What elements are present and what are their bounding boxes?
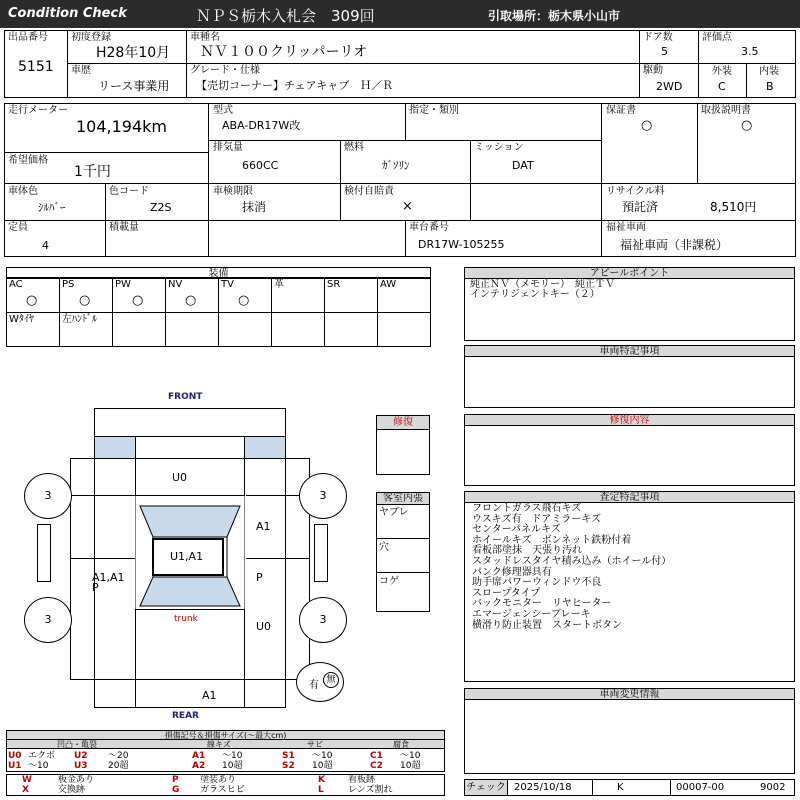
legend-desc: ～10	[312, 751, 333, 761]
mileage: 104,194km	[76, 117, 168, 136]
exterior: C	[718, 80, 726, 93]
equipment-cell	[165, 278, 219, 313]
equipment-label: AC	[9, 279, 23, 290]
equipment-cell	[324, 278, 378, 313]
windshield	[140, 506, 240, 537]
equipment-cell	[59, 278, 113, 313]
legend-title: 損傷記号＆損傷サイズ(～最大cm)	[7, 731, 444, 740]
equipment-label: Wﾀｲﾔ	[9, 314, 34, 325]
legend-cats	[7, 740, 444, 749]
legend-desc: ～10	[400, 751, 421, 761]
body-color: ｼﾙﾊﾞｰ	[38, 201, 66, 214]
front-bumper-center	[135, 436, 245, 459]
legend-code: U3	[74, 761, 88, 771]
divider	[71, 495, 135, 496]
grade: 【売切コーナー】チェアキャブ Ｈ／Ｒ	[196, 79, 394, 92]
hope-price: 1千円	[74, 164, 111, 180]
tire-front-left: 3	[24, 473, 72, 519]
interior-item-burn: コゲ	[379, 576, 399, 587]
pickup-location: 引取場所：栃木県小山市	[488, 9, 621, 23]
rear-label: REAR	[172, 711, 199, 721]
divider	[670, 780, 671, 795]
equipment-cell	[271, 278, 325, 313]
inspect-line: エマージェンシーブレーキ	[472, 609, 591, 620]
equipment-cell	[218, 278, 272, 313]
inspect-line: パンク修理器具有	[472, 566, 552, 578]
welfare-label: 福祉車両	[606, 222, 646, 233]
appeal-title: アピールポイント	[465, 268, 794, 279]
listing-no: 5151	[18, 59, 54, 75]
equipment-cell	[271, 312, 325, 347]
spare-tire-mark: 無	[323, 672, 339, 688]
hope-price-label: 希望価格	[8, 155, 48, 166]
blank-cell	[470, 183, 602, 221]
tire-front-right: 3	[299, 473, 347, 519]
hood	[135, 458, 245, 496]
legend-desc: 10超	[312, 761, 333, 771]
equipment-cell	[6, 278, 60, 313]
legend-cat-corrosion: 腐食	[393, 740, 409, 749]
legend-code: W	[22, 775, 32, 785]
legend-code: L	[318, 785, 324, 795]
header-bar	[0, 0, 800, 28]
equipment-title: 装備	[6, 267, 431, 278]
equipment-label: 左ﾊﾝﾄﾞﾙ	[62, 314, 97, 325]
recycle-fee: 8,510円	[710, 200, 757, 214]
equipment-value: ○	[79, 293, 91, 308]
inspect-line: 看板部塗抹 天張り汚れ	[472, 545, 582, 557]
right-rear-quarter-damage: U0	[256, 620, 272, 633]
doors-label: ドア数	[643, 32, 673, 43]
legend-cat-dent: 凹凸・亀裂	[57, 740, 97, 749]
equipment-label: TV	[221, 279, 234, 290]
grade-label: グレード・仕様	[190, 65, 260, 76]
blank-cell-2	[208, 220, 406, 257]
history: リース事業用	[98, 79, 170, 93]
rear-bumper	[135, 679, 245, 708]
legend-desc: ～10	[28, 761, 49, 771]
legend-code: S1	[282, 751, 295, 761]
legend-code: C1	[370, 751, 383, 761]
equipment-value: ○	[238, 293, 250, 308]
equipment-cell	[112, 278, 166, 313]
change-box	[464, 688, 795, 774]
interior-item-tear: ヤブレ	[379, 507, 409, 518]
legend-desc: エクボ	[28, 751, 56, 761]
right-mirror	[314, 524, 328, 582]
fuel-label: 燃料	[344, 142, 364, 153]
fuel: ｶﾞｿﾘﾝ	[382, 159, 410, 172]
rear-glass	[140, 577, 240, 606]
auction-title: ＮＰＳ栃木入札会 309回	[196, 7, 375, 25]
welfare: 福祉車両（非課税）	[620, 238, 729, 252]
first-reg-label: 初度登録	[71, 32, 111, 43]
check-k: K	[617, 782, 624, 793]
self-reg: ×	[402, 199, 413, 214]
roof-damage: U1,A1	[170, 550, 204, 563]
special-title: 車両特記事項	[465, 346, 794, 357]
equipment-cell	[324, 312, 378, 347]
warranty-label: 保証書	[606, 105, 636, 116]
self-reg-label: 検付自賠責	[344, 186, 394, 197]
history-label: 車歴	[71, 65, 91, 76]
divider	[377, 572, 429, 573]
legend-desc: 交換跡	[58, 785, 86, 795]
legend-desc: レンズ割れ	[348, 785, 393, 795]
legend-code: S2	[282, 761, 295, 771]
trunk-label: trunk	[174, 614, 198, 624]
spare-tire	[296, 662, 344, 702]
interior-item-hole: 穴	[379, 542, 389, 553]
check-num: 9002	[760, 782, 786, 793]
legend-code: A2	[192, 761, 206, 771]
model-code-label: 型式	[213, 105, 233, 116]
left-mirror	[37, 524, 51, 582]
inspect-line: フロントガラス飛石キズ	[472, 503, 582, 514]
check-code: 00007-00	[676, 782, 725, 793]
equipment-label: PS	[62, 279, 75, 290]
hood-damage: U0	[172, 471, 188, 484]
tire-rear-right: 3	[299, 597, 347, 643]
mileage-label: 走行メーター	[8, 105, 68, 116]
body-color-label: 車体色	[8, 186, 38, 197]
drive: 2WD	[656, 80, 683, 93]
check-label: チェック	[465, 780, 508, 795]
change-title: 車両変更情報	[465, 689, 794, 700]
equipment-cell	[6, 312, 60, 347]
legend-desc: ～20	[108, 751, 129, 761]
divider	[592, 780, 593, 795]
legend-code: K	[318, 775, 325, 785]
legend-desc: 10超	[222, 761, 243, 771]
inspection-label: 車検期限	[213, 186, 253, 197]
interior-label: 内装	[759, 66, 779, 77]
inspect-line: ウスキズ有 ドアミラーキズ	[472, 513, 601, 525]
legend-desc: 10超	[400, 761, 421, 771]
equipment-label: SR	[327, 279, 341, 290]
repair-title: 修復内容	[465, 415, 794, 426]
inspect-line: 助手席パワーウィンドウ不良	[472, 577, 602, 589]
warranty: ○	[641, 118, 653, 133]
legend-desc: 20超	[108, 761, 129, 771]
displacement-label: 排気量	[213, 142, 243, 153]
right-front-door-damage: A1	[256, 520, 271, 533]
front-label: FRONT	[168, 392, 203, 402]
equipment-value: ○	[132, 293, 144, 308]
exterior-label: 外装	[712, 66, 732, 77]
check-date: 2025/10/18	[514, 782, 572, 793]
legend-code: G	[172, 785, 180, 795]
recycle-status: 預託済	[622, 200, 659, 214]
interior-title: 客室内張	[377, 493, 429, 505]
model-code: ABA-DR17W改	[222, 119, 301, 132]
divider	[246, 558, 310, 559]
capacity: 4	[42, 239, 49, 252]
model-name-label: 車種名	[190, 32, 220, 43]
appeal-line: 純正ＮＶ（メモリー） 純正ＴＶ	[470, 279, 615, 290]
equipment-label: 革	[274, 279, 284, 290]
legend-desc: ガラスヒビ	[200, 785, 245, 795]
equipment-cell	[377, 278, 431, 313]
designation-label: 指定・類別	[409, 105, 459, 116]
repair-small-title: 修復	[377, 416, 429, 430]
legend-code: A1	[192, 751, 206, 761]
inspect-line: ホイールキズ ボンネット鉄粉付着	[472, 534, 632, 546]
legend-cat-scratch: 線キズ	[207, 740, 231, 749]
doors: 5	[661, 45, 668, 58]
recycle-label: リサイクル料	[606, 186, 665, 197]
equipment-cell	[59, 312, 113, 347]
drive-label: 駆動	[643, 65, 663, 76]
legend-code: X	[22, 785, 29, 795]
equipment-value: ○	[185, 293, 197, 308]
equipment-label: AW	[380, 279, 397, 290]
left-side-damage-2: P	[92, 581, 99, 594]
legend-code: C2	[370, 761, 383, 771]
displacement: 660CC	[242, 159, 279, 172]
legend-code: U2	[74, 751, 88, 761]
mission: DAT	[512, 159, 534, 172]
manual: ○	[741, 118, 753, 133]
legend-code: U1	[8, 761, 22, 771]
divider	[71, 558, 135, 559]
inspection: 抹消	[242, 200, 267, 214]
equipment-label: NV	[168, 279, 183, 290]
rear-bumper-damage: A1	[202, 689, 217, 702]
interior: B	[766, 80, 774, 93]
chassis: DR17W-105255	[418, 238, 505, 251]
equipment-label: PW	[115, 279, 131, 290]
chassis-label: 車台番号	[409, 222, 449, 233]
legend-desc: 塗装あり	[200, 775, 237, 785]
tire-rear-left: 3	[24, 597, 72, 643]
mission-label: ミッション	[474, 142, 524, 153]
equipment-value: ○	[26, 293, 38, 308]
equipment-cell	[218, 312, 272, 347]
legend-desc: ～10	[222, 751, 243, 761]
inspect-line: センターパネルキズ	[472, 524, 561, 536]
color-code: Z2S	[150, 201, 172, 214]
inspect-line: スロープタイプ	[472, 587, 541, 599]
condition-check-title: Condition Check	[8, 6, 127, 21]
inspect-line: スタッドレスタイヤ積み込み（ホイール付）	[472, 556, 672, 567]
score-label: 評価点	[702, 32, 732, 43]
listing-no-label: 出品番号	[8, 32, 48, 43]
model-name: ＮＶ１００クリッパーリオ	[200, 44, 368, 60]
legend-desc: 板金あり	[58, 775, 95, 785]
color-code-label: 色コード	[109, 186, 149, 197]
load-label: 積載量	[109, 222, 139, 233]
legend-code: P	[172, 775, 179, 785]
manual-label: 取扱説明書	[701, 105, 751, 116]
equipment-cell	[165, 312, 219, 347]
capacity-label: 定員	[8, 222, 28, 233]
divider	[377, 538, 429, 539]
inspect-line: 横滑り防止装置 スタートボタン	[472, 619, 622, 631]
equipment-cell	[112, 312, 166, 347]
score: 3.5	[741, 45, 759, 58]
spare-tire-label: 有	[309, 680, 319, 691]
left-side-damage: A1,A1	[92, 571, 125, 584]
appeal-line: インテリジェントキー（２）	[470, 289, 600, 300]
inspect-title: 査定特記事項	[465, 492, 794, 503]
first-reg: H28年10月	[96, 45, 171, 61]
legend-cat-rust: サビ	[307, 740, 323, 749]
right-rear-door-damage: P	[256, 571, 263, 584]
legend-code: U0	[8, 751, 22, 761]
inspect-line: バックモニター リヤヒーター	[472, 598, 612, 610]
legend-desc: 看板跡	[348, 775, 376, 785]
